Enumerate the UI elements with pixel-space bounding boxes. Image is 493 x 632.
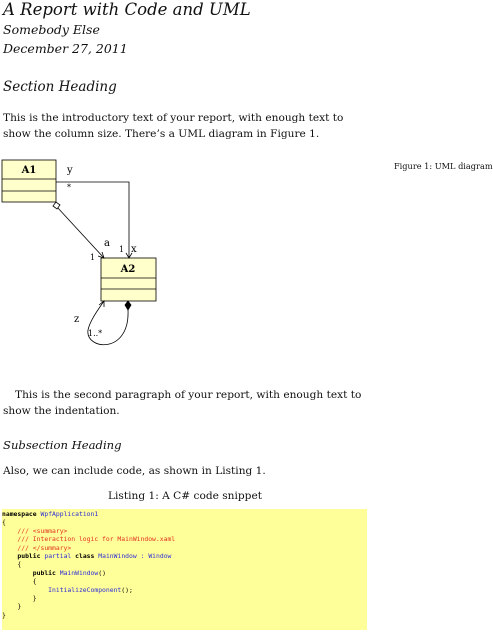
code-line <box>2 527 367 535</box>
code-line <box>2 518 367 526</box>
code-token: } <box>2 610 6 619</box>
code-token: { <box>2 560 22 569</box>
code-token <box>2 552 17 560</box>
code-line <box>2 544 367 552</box>
uml-label-1-many: 1..* <box>88 329 103 338</box>
uml-class-a2 <box>101 258 156 301</box>
document-date: December 27, 2011 <box>3 41 128 56</box>
code-token: class <box>75 551 95 560</box>
uml-diagram <box>0 155 370 380</box>
code-token <box>2 544 17 552</box>
code-token <box>2 527 17 535</box>
document-title: A Report with Code and UML <box>3 0 251 19</box>
uml-label-1-a: 1 <box>90 253 96 262</box>
uml-label-star: * <box>67 183 71 192</box>
code-token: } <box>2 602 22 611</box>
uml-label-x: x <box>131 244 137 255</box>
uml-label-y: y <box>67 165 73 176</box>
code-line <box>2 586 367 594</box>
code-token: public <box>17 551 41 560</box>
document-author: Somebody Else <box>3 22 100 37</box>
code-token: public <box>32 568 56 577</box>
code-intro-paragraph: Also, we can include code, as shown in Listing 1. <box>3 465 266 477</box>
code-token: { <box>2 518 6 527</box>
code-token: MainWindow <box>59 568 99 577</box>
code-token: /// <summary> <box>17 526 68 535</box>
code-line <box>2 611 367 619</box>
code-token: MainWindow <box>98 551 137 560</box>
code-token: partial <box>44 551 72 560</box>
code-token: (); <box>121 585 133 594</box>
code-token: } <box>2 593 37 602</box>
subsection-heading: Subsection Heading <box>3 438 122 452</box>
code-line <box>2 510 367 518</box>
uml-composition-z <box>88 301 128 345</box>
code-token <box>2 569 33 577</box>
second-paragraph: This is the second paragraph of your report, with enough text to show the indentation. <box>3 389 362 417</box>
code-token: { <box>2 577 37 586</box>
uml-aggregation-a <box>57 207 104 258</box>
code-line <box>2 594 367 602</box>
code-token <box>2 535 17 543</box>
code-token: namespace <box>2 510 37 518</box>
code-line <box>2 552 367 560</box>
code-token: /// Interaction logic for MainWindow.xaml <box>17 535 176 544</box>
code-line <box>2 569 367 577</box>
uml-class-a1 <box>2 160 56 202</box>
code-line <box>2 602 367 610</box>
figure-caption: Figure 1: UML diagram <box>394 161 493 171</box>
code-line <box>2 535 367 543</box>
code-token: InitializeComponent <box>48 585 122 594</box>
uml-class-a2-name: A2 <box>120 264 136 275</box>
code-line <box>2 577 367 585</box>
section-heading: Section Heading <box>3 79 117 95</box>
composition-diamond-icon <box>125 301 131 310</box>
code-token <box>2 586 48 594</box>
uml-label-a: a <box>104 238 110 249</box>
code-token: /// </summary> <box>17 543 72 552</box>
code-token: WpfApplication1 <box>40 510 99 518</box>
aggregation-diamond-icon <box>53 202 60 209</box>
code-token: Window <box>148 551 172 560</box>
code-token: : <box>140 551 145 560</box>
uml-class-a1-name: A1 <box>21 165 37 176</box>
code-token: () <box>98 568 106 577</box>
code-listing <box>2 509 367 630</box>
uml-label-z: z <box>74 314 80 325</box>
listing-caption: Listing 1: A C# code snippet <box>108 490 262 502</box>
code-line <box>2 560 367 568</box>
intro-paragraph: This is the introductory text of your report, with enough text to show the column size. There’s a UML diagram in Figure 1. <box>3 112 344 140</box>
uml-label-1-x: 1 <box>119 245 125 254</box>
